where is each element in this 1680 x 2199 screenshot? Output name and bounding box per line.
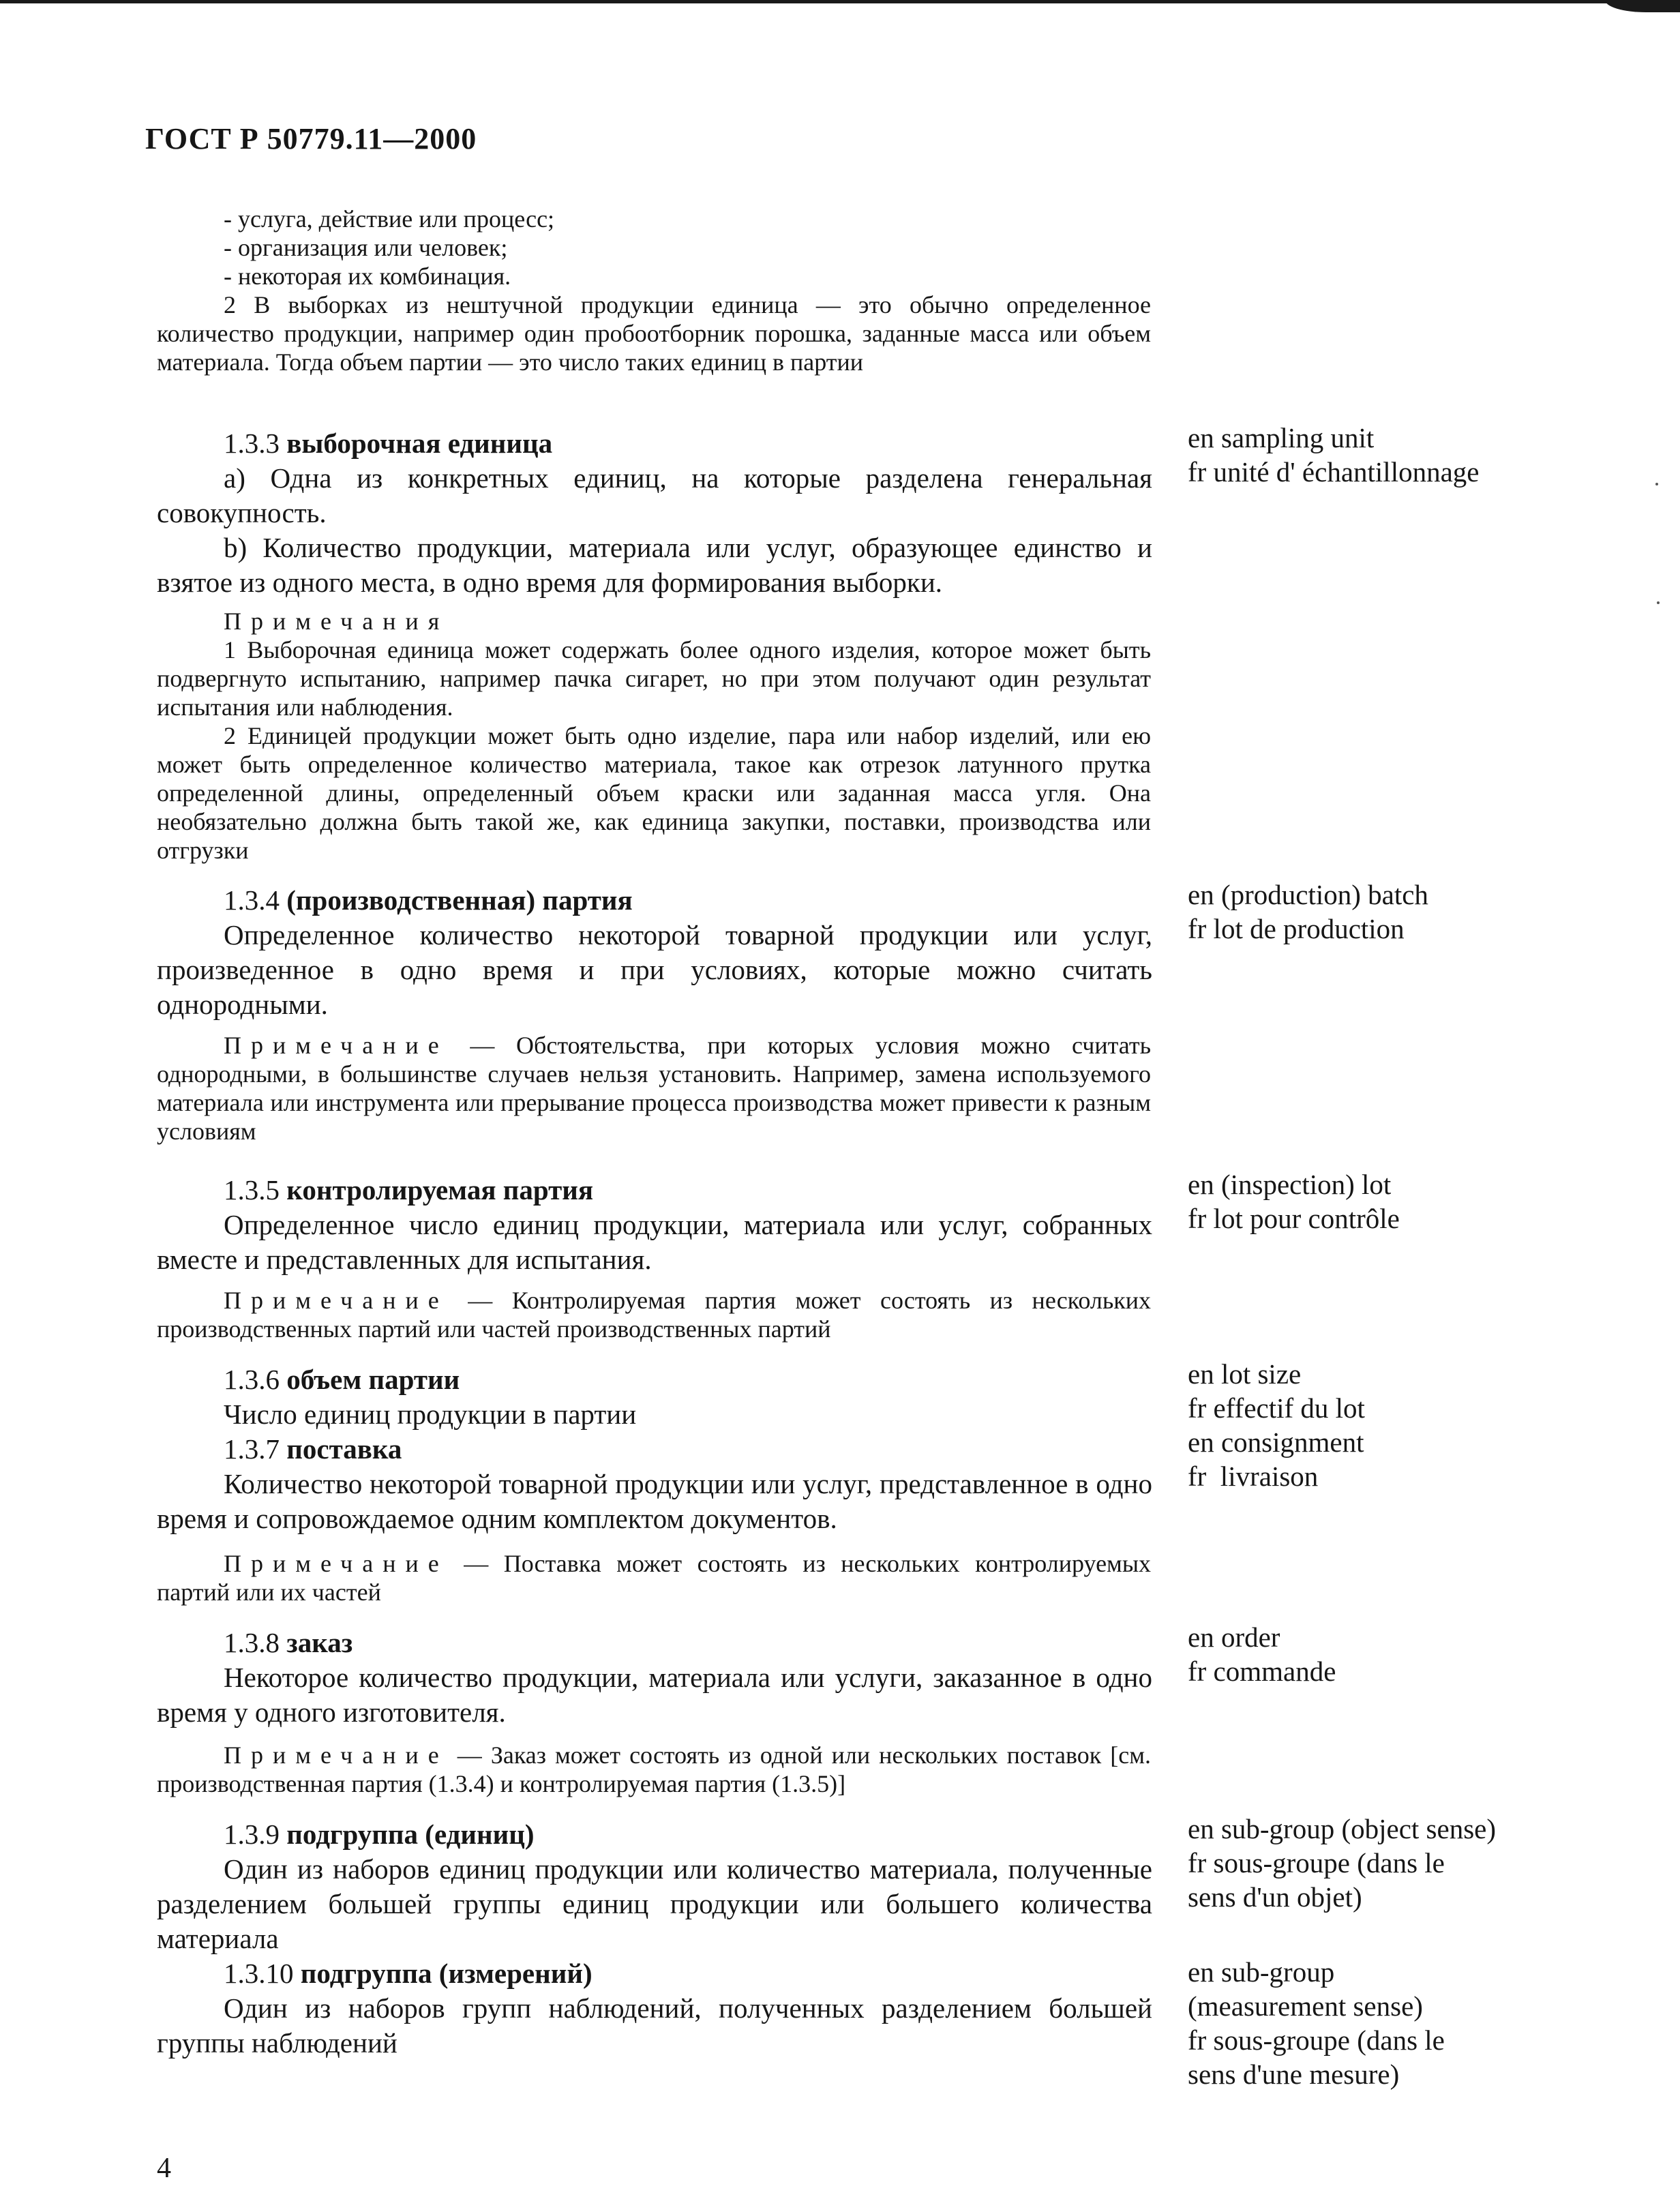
equivalent-term: fr sous-groupe (dans le bbox=[1188, 1847, 1445, 1879]
scan-edge-line bbox=[0, 0, 1680, 3]
entry-1-3-7-note bbox=[157, 1549, 1151, 1606]
entry-definition: Число единиц продукции в партии bbox=[224, 1398, 637, 1430]
equivalent-term: fr lot pour contrôle bbox=[1188, 1203, 1400, 1234]
equivalent-term: fr unité d' échantillonnage bbox=[1188, 456, 1480, 488]
entry-term: (производственная) партия bbox=[286, 884, 633, 916]
entry-1-3-4 bbox=[157, 883, 1152, 1022]
equivalent-term: en consignment bbox=[1188, 1426, 1364, 1458]
entry-equivalents bbox=[1188, 1167, 1665, 1236]
entry-number: 1.3.4 bbox=[224, 884, 280, 916]
entry-equivalents bbox=[1188, 878, 1665, 946]
equivalent-term: en order bbox=[1188, 1621, 1280, 1653]
entry-1-3-8-note bbox=[157, 1741, 1151, 1798]
equivalent-term: fr commande bbox=[1188, 1656, 1336, 1687]
intro-note: 2 В выборках из нештучной продукции единица — это обычно определенное количество продукции, например один пробоотборник порошка, заданные масса или объем материала. Тогда объем партии — это число таких единиц в партии bbox=[157, 291, 1151, 376]
note-label: Примечание bbox=[224, 1550, 449, 1577]
entry-note: 2 Единицей продукции может быть одно изделие, пара или набор изделий, или ею может быть определенное количество материала, такое как отрезок латунного прутка определенной длины, определенный объем краски или заданная масса угля. Она необязательно должна быть такой же, как единица закупки, поставки, производства или отгрузки bbox=[157, 722, 1151, 864]
equivalent-term: fr sous-groupe (dans le bbox=[1188, 2024, 1445, 2056]
entry-note bbox=[157, 1031, 1151, 1146]
entry-number: 1.3.3 bbox=[224, 428, 280, 459]
entry-number: 1.3.9 bbox=[224, 1819, 280, 1850]
intro-block bbox=[157, 205, 1151, 376]
list-item: - некоторая их комбинация. bbox=[224, 263, 511, 290]
entry-heading bbox=[157, 1817, 1152, 1852]
entry-equivalents bbox=[1188, 421, 1665, 489]
entry-number: 1.3.7 bbox=[224, 1433, 280, 1465]
equivalent-term: en (production) batch bbox=[1188, 879, 1428, 910]
entry-heading bbox=[157, 1626, 1152, 1660]
entry-1-3-3 bbox=[157, 426, 1152, 600]
entry-number: 1.3.10 bbox=[224, 1958, 294, 1989]
equivalent-term: en (inspection) lot bbox=[1188, 1169, 1392, 1200]
note-label: Примечание bbox=[224, 1287, 449, 1314]
equivalent-term: en sampling unit bbox=[1188, 422, 1375, 453]
entry-term: выборочная единица bbox=[286, 428, 553, 459]
entry-term: объем партии bbox=[286, 1364, 460, 1395]
entry-1-3-9 bbox=[157, 1817, 1152, 2061]
entry-definition: a) Одна из конкретных единиц, на которые разделена генеральная совокупность. bbox=[157, 462, 1152, 528]
entry-term: подгруппа (измерений) bbox=[300, 1958, 592, 1989]
entry-term: поставка bbox=[286, 1433, 402, 1465]
entry-definition: Некоторое количество продукции, материала или услуги, заказанное в одно время у одного изготовителя. bbox=[157, 1662, 1152, 1728]
note-text: — Поставка может состоять из нескольких контролируемых партий или их частей bbox=[157, 1550, 1152, 1606]
entry-definition: Определенное число единиц продукции, материала или услуг, собранных вместе и представленных для испытания. bbox=[157, 1209, 1152, 1275]
entry-heading bbox=[157, 1956, 1152, 1991]
entry-note bbox=[157, 1741, 1151, 1798]
note-text: — Заказ может состоять из одной или нескольких поставок [см. производственная партия (1.3.4) и контролируемая партия (1.3.5)] bbox=[157, 1741, 1151, 1797]
entry-definition: b) Количество продукции, материала или услуг, образующее единство и взятое из одного места, в одно время для формирования выборки. bbox=[157, 532, 1152, 598]
equivalent-term: en sub-group (object sense) bbox=[1188, 1813, 1497, 1844]
list-item: - услуга, действие или процесс; bbox=[224, 205, 555, 233]
scan-speck bbox=[1657, 601, 1660, 604]
entry-term: контролируемая партия bbox=[286, 1174, 594, 1206]
entry-note bbox=[157, 1286, 1151, 1343]
entry-term: подгруппа (единиц) bbox=[286, 1819, 535, 1850]
equivalent-term: fr lot de production bbox=[1188, 913, 1405, 944]
entry-heading bbox=[157, 1173, 1152, 1208]
entry-note bbox=[157, 1549, 1151, 1606]
entry-equivalents bbox=[1188, 1812, 1665, 1914]
entry-definition: Количество некоторой товарной продукции или услуг, представленное в одно время и сопровождаемое одним комплектом документов. bbox=[157, 1468, 1152, 1534]
entry-1-3-5-note bbox=[157, 1286, 1151, 1343]
standard-code: ГОСТ Р 50779.11—2000 bbox=[145, 122, 477, 155]
entry-term: заказ bbox=[286, 1627, 353, 1658]
entry-number: 1.3.5 bbox=[224, 1174, 280, 1206]
entry-note: 1 Выборочная единица может содержать более одного изделия, которое может быть подвергнуто испытанию, например пачка сигарет, но при этом получают один результат испытания или наблюдения. bbox=[157, 636, 1151, 721]
equivalent-term: en sub-group bbox=[1188, 1956, 1335, 1988]
entry-number: 1.3.6 bbox=[224, 1364, 280, 1395]
entry-definition: Один из наборов единиц продукции или количество материала, полученные разделением большей группы единиц продукции или большего количества материала bbox=[157, 1853, 1152, 1954]
equivalent-term: sens d'un objet) bbox=[1188, 1881, 1362, 1913]
page-number: 4 bbox=[157, 2153, 171, 2184]
note-text: — Обстоятельства, при которых условия можно считать однородными, в большинстве случаев нельзя установить. Например, замена используемого материала или инструмента или прерывание процесса производства может привести к разным условиям bbox=[157, 1032, 1151, 1145]
entry-1-3-5 bbox=[157, 1173, 1152, 1277]
entry-equivalents bbox=[1188, 1955, 1665, 2091]
entry-1-3-3-notes bbox=[157, 607, 1151, 865]
equivalent-term: en lot size bbox=[1188, 1358, 1302, 1390]
note-label: Примечание bbox=[224, 1032, 449, 1059]
entry-heading bbox=[157, 883, 1152, 918]
note-label: Примечание bbox=[224, 1741, 449, 1769]
equivalent-term: (measurement sense) bbox=[1188, 1990, 1423, 2022]
entry-equivalents bbox=[1188, 1357, 1665, 1493]
equivalent-term: sens d'une mesure) bbox=[1188, 2059, 1400, 2090]
entry-1-3-4-note bbox=[157, 1031, 1151, 1146]
entry-equivalents bbox=[1188, 1620, 1665, 1688]
entry-number: 1.3.8 bbox=[224, 1627, 280, 1658]
entry-heading bbox=[157, 1432, 1152, 1467]
equivalent-term: fr livraison bbox=[1188, 1461, 1319, 1492]
notes-label: Примечания bbox=[224, 608, 449, 635]
list-item: - организация или человек; bbox=[224, 234, 508, 261]
entry-definition: Один из наборов групп наблюдений, полученных разделением большей группы наблюдений bbox=[157, 1992, 1152, 2059]
entry-definition: Определенное количество некоторой товарной продукции или услуг, произведенное в одно время и при условиях, которые можно считать однородными. bbox=[157, 919, 1152, 1020]
equivalent-term: fr effectif du lot bbox=[1188, 1392, 1365, 1424]
entry-1-3-8 bbox=[157, 1626, 1152, 1730]
entry-heading bbox=[157, 1362, 1152, 1397]
entry-1-3-6 bbox=[157, 1362, 1152, 1536]
entry-heading bbox=[157, 426, 1152, 461]
note-text: — Контролируемая партия может состоять из нескольких производственных партий или частей производственных партий bbox=[157, 1287, 1151, 1343]
scan-corner-mark bbox=[1605, 0, 1680, 12]
